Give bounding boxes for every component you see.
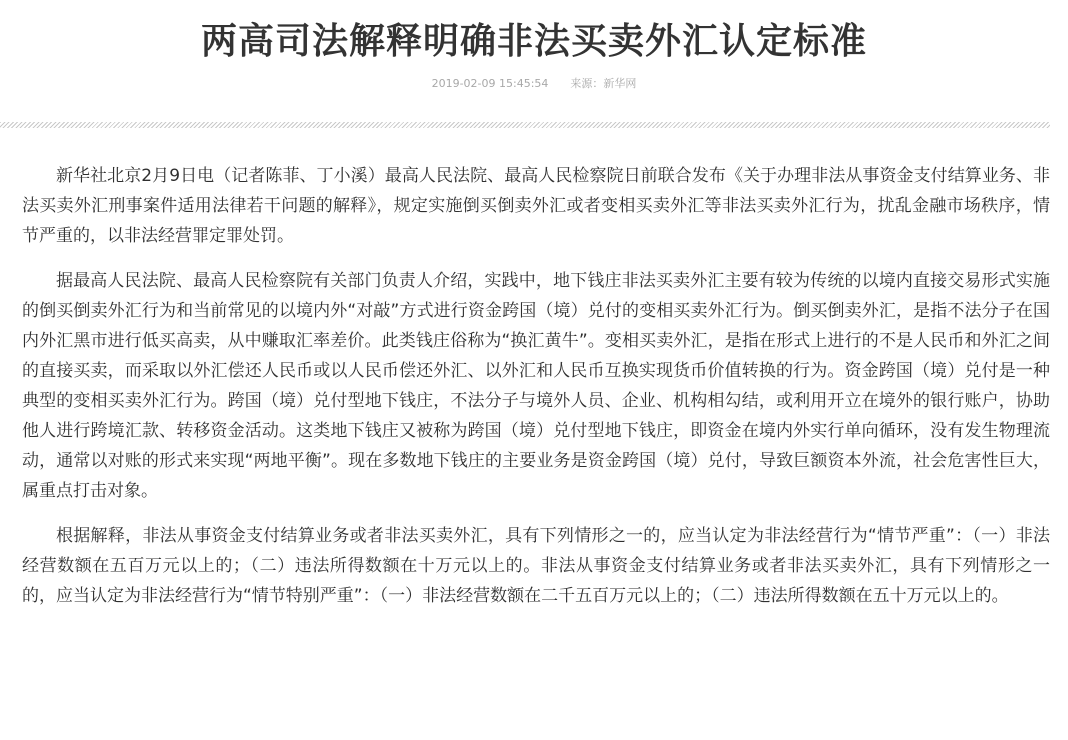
article-title: 两高司法解释明确非法买卖外汇认定标准: [200, 21, 867, 62]
paragraph-3: 根据解释，非法从事资金支付结算业务或者非法买卖外汇，具有下列情形之一的，应当认定为非法经营行为“情节严重”：（一）非法经营数额在五百万元以上的；（二）违法所得数额在十万元以上的。非法从事资金支付结算业务或者非法买卖外汇，具有下列情形之一的，应当认定为非法经营行为“情节特别严重”：（一）非法经营数额在二千五百万元以上的；（二）违法所得数额在五十万元以上的。: [22, 526, 1050, 606]
section-divider: [0, 122, 1050, 128]
source-label: 来源：新华网: [570, 77, 637, 90]
article-meta: [0, 76, 1068, 92]
paragraph-2: 据最高人民法院、最高人民检察院有关部门负责人介绍，实践中，地下钱庄非法买卖外汇主要有较为传统的以境内直接交易形式实施的倒买倒卖外汇行为和当前常见的以境内外“对敲”方式进行资金跨国（境）兑付的变相买卖外汇行为。倒买倒卖外汇，是指不法分子在国内外汇黑市进行低买高卖，从中赚取汇率差价。此类钱庄俗称为“换汇黄牛”。变相买卖外汇，是指在形式上进行的不是人民币和外汇之间的直接买卖，而采取以外汇偿还人民币或以人民币偿还外汇、以外汇和人民币互换实现货币价值转换的行为。资金跨国（境）兑付是一种典型的变相买卖外汇行为。跨国（境）兑付型地下钱庄，不法分子与境外人员、企业、机构相勾结，或利用开立在境外的银行账户，协助他人进行跨境汇款、转移资金活动。这类地下钱庄又被称为跨国（境）兑付型地下钱庄，即资金在境内外实行单向循环，没有发生物理流动，通常以对账的形式来实现“两地平衡”。现在多数地下钱庄的主要业务是资金跨国（境）兑付，导致巨额资本外流，社会危害性巨大，属重点打击对象。: [22, 271, 1050, 501]
publish-timestamp: 2019-02-09 15:45:54: [431, 77, 549, 90]
paragraph-1: 新华社北京2月9日电（记者陈菲、丁小溪）最高人民法院、最高人民检察院日前联合发布《关于办理非法从事资金支付结算业务、非法买卖外汇刑事案件适用法律若干问题的解释》，规定实施倒买倒卖外汇或者变相买卖外汇等非法买卖外汇行为，扰乱金融市场秩序，情节严重的，以非法经营罪定罪处罚。: [22, 166, 1050, 246]
article-body: [22, 161, 1050, 626]
